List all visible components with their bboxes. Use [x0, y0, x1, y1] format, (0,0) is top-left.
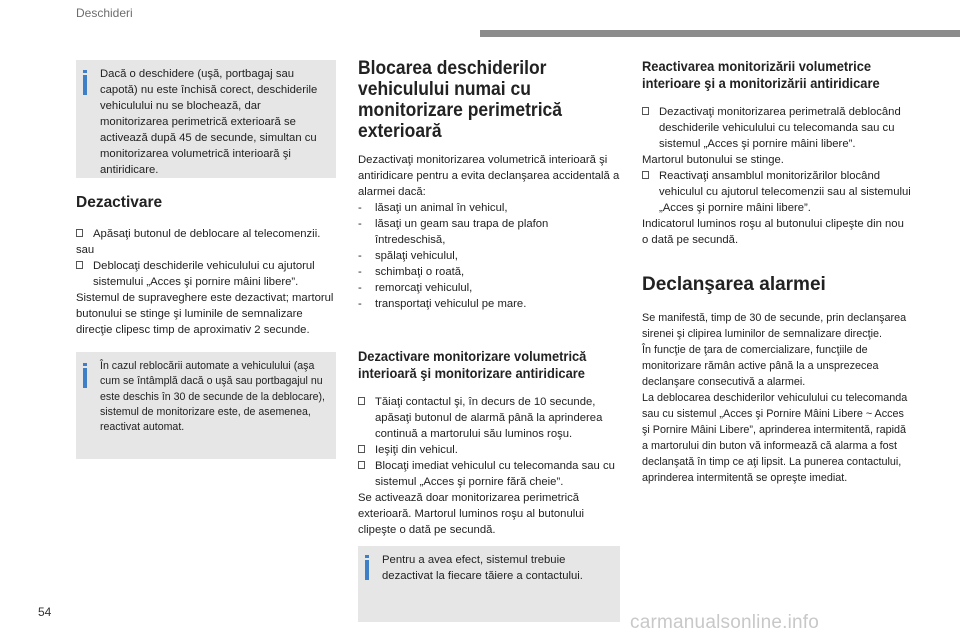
column-right: [642, 58, 912, 486]
page-number: 54: [38, 605, 52, 619]
checkbox-icon: [358, 461, 365, 469]
paragraph: La deblocarea deschiderilor vehiculului cu telecomanda sau cu sistemul „Acces şi Pornire Mâini Libere ~ Acces şi Pornire Mâini Libere”, aprinderea intermitentă, rapidă a martorului din buton vă informează că alarma a fost declanşată în timp ce aţi lipsit. La punerea contactului, aprinderea intermitentă se opreşte imediat.: [642, 392, 908, 484]
info-icon: [83, 368, 87, 388]
paragraph: Dezactivaţi monitorizarea volumetrică interioară şi antiridicare pentru a evita declanşarea accidentală a alarmei dacă:: [358, 154, 620, 198]
column-left: [76, 60, 336, 459]
checklist-text: Blocaţi imediat vehiculul cu telecomanda sau cu sistemul „Acces şi pornire fără cheie”.: [375, 460, 615, 488]
checklist-text: Dezactivaţi monitorizarea perimetrală deblocând deschiderile vehiculului cu telecomanda sau cu sistemul „Acces şi pornire mâini libere”.: [659, 106, 901, 150]
checklist-item: [642, 168, 912, 216]
list-item: - spălaţi vehiculul,: [358, 248, 620, 264]
checkbox-icon: [642, 171, 649, 179]
watermark: carmanualsonline.info: [630, 612, 820, 633]
list-item: - lăsaţi un animal în vehicul,: [358, 200, 620, 216]
checklist-item: [358, 442, 620, 458]
checklist-item: [642, 104, 912, 152]
note-text: În cazul reblocării automate a vehiculului (aşa cum se întâmplă dacă o uşă sau portbagajul nu este deschis în 30 de secunde de la deblocare), sistemul de monitorizare este, de asemenea, reactivat automat.: [100, 360, 325, 434]
checklist-item: [76, 258, 336, 290]
section-heading-dezactivare: Dezactivare: [76, 194, 163, 211]
checkbox-icon: [358, 445, 365, 453]
info-icon: [83, 75, 87, 95]
note-text: Pentru a avea efect, sistemul trebuie dezactivat la fiecare tăiere a contactului.: [382, 554, 583, 582]
info-note: [358, 546, 620, 622]
section-heading-blocare: Blocarea deschiderilor vehiculului numai cu monitorizare perimetrică exterioară: [358, 58, 563, 142]
checklist-text: Tăiaţi contactul şi, în decurs de 10 secunde, apăsaţi butonul de alarmă până la aprinderea continuă a martorului său luminos roşu.: [375, 396, 603, 440]
paragraph: În funcţie de ţara de comercializare, funcţiile de monitorizare rămân active până la a unsprezecea declanşare consecutivă a alarmei.: [642, 344, 879, 388]
checkbox-icon: [642, 107, 649, 115]
or-text: sau: [76, 244, 95, 256]
paragraph: Sistemul de supraveghere este dezactivat; martorul butonului se stinge şi luminile de semnalizare direcţie clipesc timp de aproximativ 2 secunde.: [76, 292, 334, 336]
checklist-item: [358, 458, 620, 490]
paragraph: Indicatorul luminos roşu al butonului clipeşte din nou o dată pe secundă.: [642, 218, 904, 246]
paragraph: Martorul butonului se stinge.: [642, 154, 784, 166]
checkbox-icon: [358, 397, 365, 405]
checklist-item: [76, 226, 336, 242]
checklist-text: Apăsaţi butonul de deblocare al telecomenzii.: [93, 228, 321, 240]
checklist-text: Ieşiţi din vehicul.: [375, 444, 458, 456]
checklist-text: Deblocaţi deschiderile vehiculului cu ajutorul sistemului „Acces şi pornire mâini libere”.: [93, 260, 315, 288]
section-heading-declansare: Declanşarea alarmei: [642, 274, 826, 295]
info-note: [76, 352, 336, 459]
list-item: - transportaţi vehiculul pe mare.: [358, 296, 620, 312]
checkbox-icon: [76, 261, 83, 269]
checklist-item: [358, 394, 620, 442]
list-item: - remorcaţi vehiculul,: [358, 280, 620, 296]
running-header: Deschideri: [76, 6, 133, 20]
paragraph: Se activează doar monitorizarea perimetrică exterioară. Martorul luminos roşu al butonului clipeşte o dată pe secundă.: [358, 492, 585, 536]
paragraph: Se manifestă, timp de 30 de secunde, prin declanşarea sirenei şi clipirea luminilor de semnalizare direcţie.: [642, 312, 907, 340]
header-bar: [480, 30, 960, 37]
info-note: [76, 60, 336, 178]
section-heading-reactivare: Reactivarea monitorizării volumetrice interioare şi a monitorizării antiridicare: [642, 58, 880, 91]
section-heading-dezactivare-monitorizare: Dezactivare monitorizare volumetrică interioară şi monitorizare antiridicare: [358, 348, 587, 381]
note-text: Dacă o deschidere (uşă, portbagaj sau capotă) nu este închisă corect, deschiderile vehiculului nu se blochează, dar monitorizarea perimetrică exterioară se activează după 45 de secunde, simultan cu monitorizarea volumetrică interioară şi antiridicare.: [100, 68, 318, 176]
checklist-text: Reactivaţi ansamblul monitorizărilor blocând vehiculul cu ajutorul telecomenzii sau al sistemului „Acces şi pornire mâini libere”.: [659, 170, 911, 214]
list-item: - lăsaţi un geam sau trapa de plafon întredeschisă,: [358, 216, 620, 248]
info-icon: [365, 560, 369, 580]
checkbox-icon: [76, 229, 83, 237]
list-item: - schimbaţi o roată,: [358, 264, 620, 280]
column-middle: [358, 58, 620, 622]
